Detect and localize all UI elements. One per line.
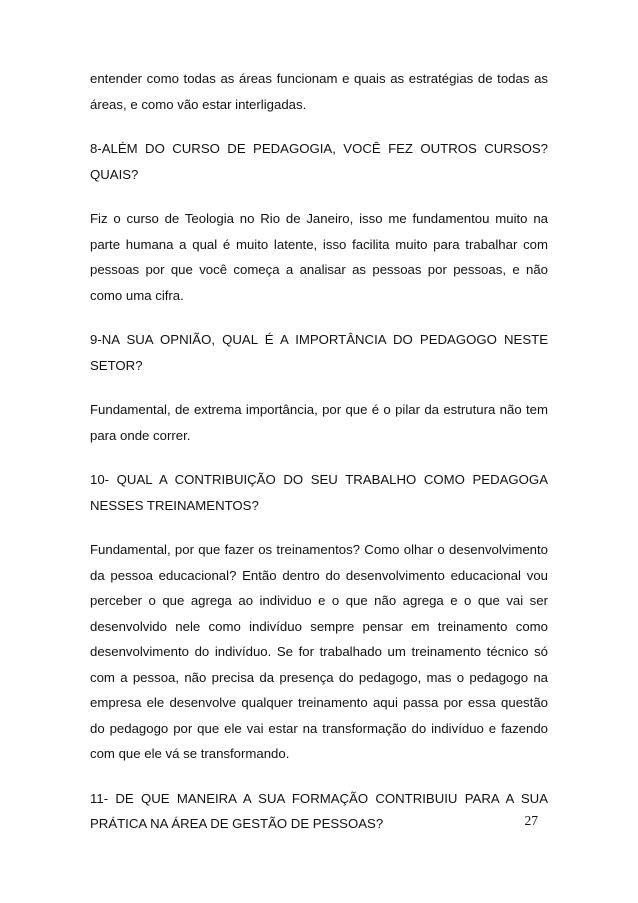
question-paragraph: 9-NA SUA OPNIÃO, QUAL É A IMPORTÂNCIA DO PEDAGOGO NESTE SETOR? bbox=[90, 332, 548, 373]
answer-paragraph: Fiz o curso de Teologia no Rio de Janeiro, isso me fundamentou muito na parte humana a qual é muito latente, isso facilita muito para trabalhar com pessoas por que você começa a analisar as pessoas por pessoas, e não como uma cifra. bbox=[90, 211, 548, 303]
page-body bbox=[90, 66, 548, 837]
question-paragraph: 8-ALÉM DO CURSO DE PEDAGOGIA, VOCÊ FEZ OUTROS CURSOS? QUAIS? bbox=[90, 141, 548, 182]
answer-paragraph: Fundamental, por que fazer os treinamentos? Como olhar o desenvolvimento da pessoa educacional? Então dentro do desenvolvimento educacional vou perceber o que agrega ao individuo e o que não agrega e o que vai ser desenvolvido nele como indivíduo sempre pensar em treinamento como desenvolvimento do indivíduo. Se for trabalhado um treinamento técnico só com a pessoa, não precisa da presença do pedagogo, mas o pedagogo na empresa ele desenvolve qualquer treinamento aqui passa por essa questão do pedagogo por que ele vai estar na transformação do indivíduo e fazendo com que ele vá se transformando. bbox=[90, 542, 548, 761]
question-paragraph: 11- DE QUE MANEIRA A SUA FORMAÇÃO CONTRIBUIU PARA A SUA PRÁTICA NA ÁREA DE GESTÃO DE PESSOAS? bbox=[90, 790, 548, 831]
page-number: 27 bbox=[524, 813, 538, 828]
question-paragraph: 10- QUAL A CONTRIBUIÇÃO DO SEU TRABALHO COMO PEDAGOGA NESSES TREINAMENTOS? bbox=[90, 472, 548, 513]
answer-paragraph: Fundamental, de extrema importância, por que é o pilar da estrutura não tem para onde correr. bbox=[90, 402, 548, 443]
answer-paragraph: entender como todas as áreas funcionam e quais as estratégias de todas as áreas, e como vão estar interligadas. bbox=[90, 71, 548, 112]
